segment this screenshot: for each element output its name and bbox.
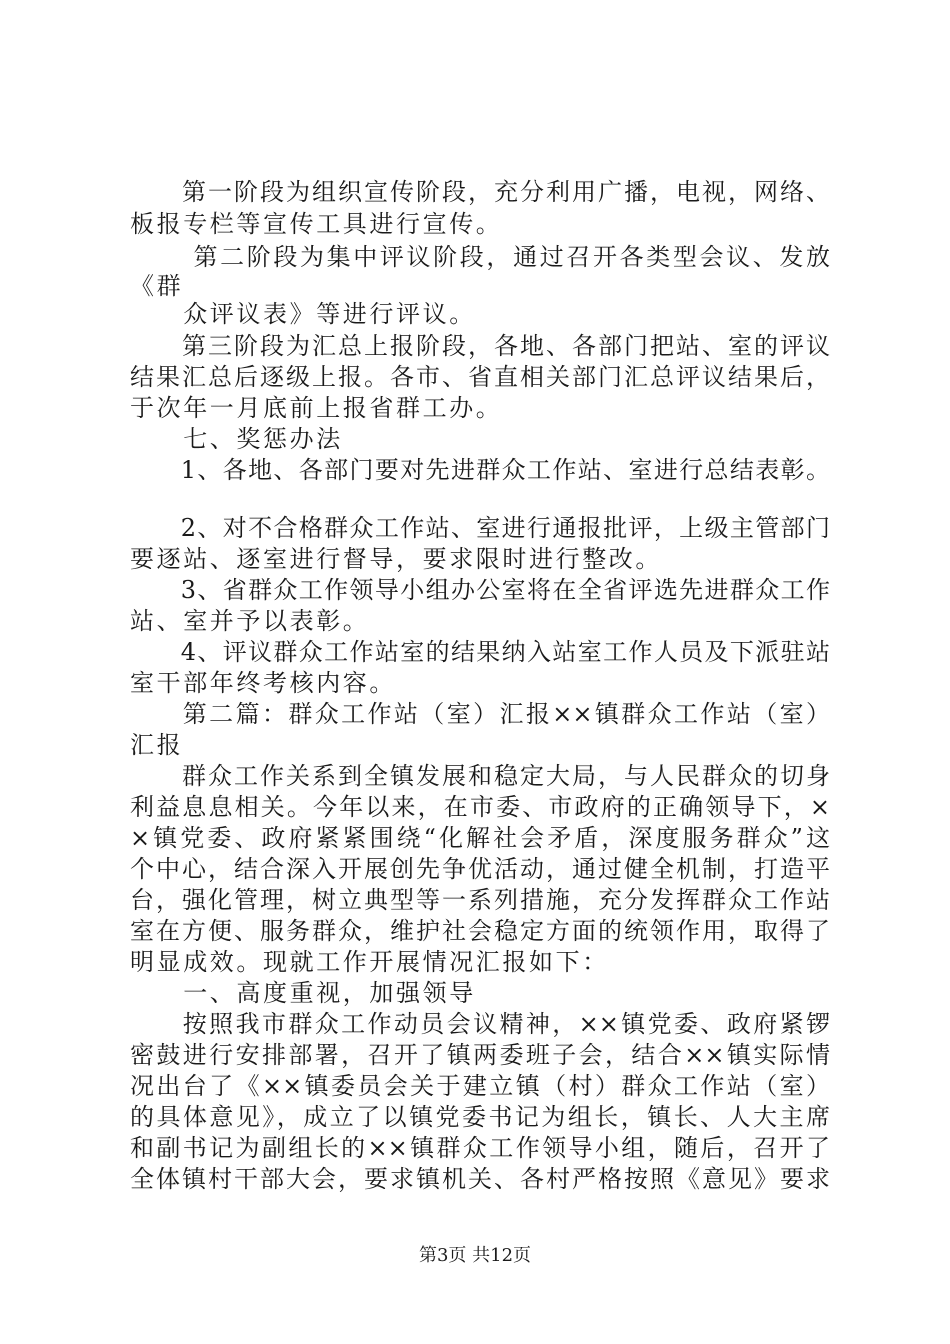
section-heading: 第二篇：群众工作站（室）汇报××镇群众工作站（室） (130, 700, 830, 728)
text-line: 第二阶段为集中评议阶段，通过召开各类型会议、发放 (130, 243, 830, 271)
text-line: 室干部年终考核内容。 (130, 669, 396, 697)
text-line: 于次年一月底前上报省群工办。 (130, 394, 503, 422)
text-line: 群众工作关系到全镇发展和稳定大局，与人民群众的切身 (130, 762, 830, 790)
section-heading: 一、高度重视，加强领导 (130, 979, 476, 1007)
text-line: 第一阶段为组织宣传阶段，充分利用广播，电视，网络、 (130, 178, 830, 206)
text-line: 台，强化管理，树立典型等一系列措施，充分发挥群众工作站 (130, 886, 830, 914)
text-line: 况出台了《××镇委员会关于建立镇（村）群众工作站（室） (130, 1072, 830, 1100)
text-line: 室在方便、服务群众，维护社会稳定方面的统领作用，取得了 (130, 917, 830, 945)
text-line: 板报专栏等宣传工具进行宣传。 (130, 210, 503, 238)
page-number-footer: 第3页 共12页 (418, 1245, 532, 1266)
text-line: 第三阶段为汇总上报阶段，各地、各部门把站、室的评议 (130, 332, 830, 360)
text-line: 的具体意见》，成立了以镇党委书记为组长，镇长、人大主席 (130, 1103, 830, 1131)
text-line: 利益息息相关。今年以来，在市委、市政府的正确领导下，× (130, 793, 830, 821)
text-line: 和副书记为副组长的××镇群众工作领导小组，随后，召开了 (130, 1134, 830, 1162)
text-line: 要逐站、逐室进行督导，要求限时进行整改。 (130, 545, 662, 573)
text-line: 密鼓进行安排部署，召开了镇两委班子会，结合××镇实际情 (130, 1041, 830, 1069)
section-heading: 七、奖惩办法 (130, 425, 343, 453)
text-line: 1、各地、各部门要对先进群众工作站、室进行总结表彰。 (130, 456, 830, 484)
text-line: 3、省群众工作领导小组办公室将在全省评选先进群众工作 (130, 576, 830, 604)
text-line: 《群 (130, 272, 184, 300)
text-line: 众评议表》等进行评议。 (130, 300, 476, 328)
text-line: ×镇党委、政府紧紧围绕“化解社会矛盾，深度服务群众”这 (130, 824, 830, 852)
text-line: 结果汇总后逐级上报。各市、省直相关部门汇总评议结果后， (130, 363, 830, 391)
section-heading: 汇报 (130, 731, 184, 759)
text-line: 站、室并予以表彰。 (130, 607, 370, 635)
text-line: 4、评议群众工作站室的结果纳入站室工作人员及下派驻站 (130, 638, 830, 666)
text-line: 个中心，结合深入开展创先争优活动，通过健全机制，打造平 (130, 855, 830, 883)
text-line: 按照我市群众工作动员会议精神，××镇党委、政府紧锣 (130, 1010, 830, 1038)
text-line: 明显成效。现就工作开展情况汇报如下： (130, 948, 609, 976)
text-line: 全体镇村干部大会，要求镇机关、各村严格按照《意见》要求 (130, 1165, 830, 1193)
text-line: 2、对不合格群众工作站、室进行通报批评，上级主管部门 (130, 514, 830, 542)
